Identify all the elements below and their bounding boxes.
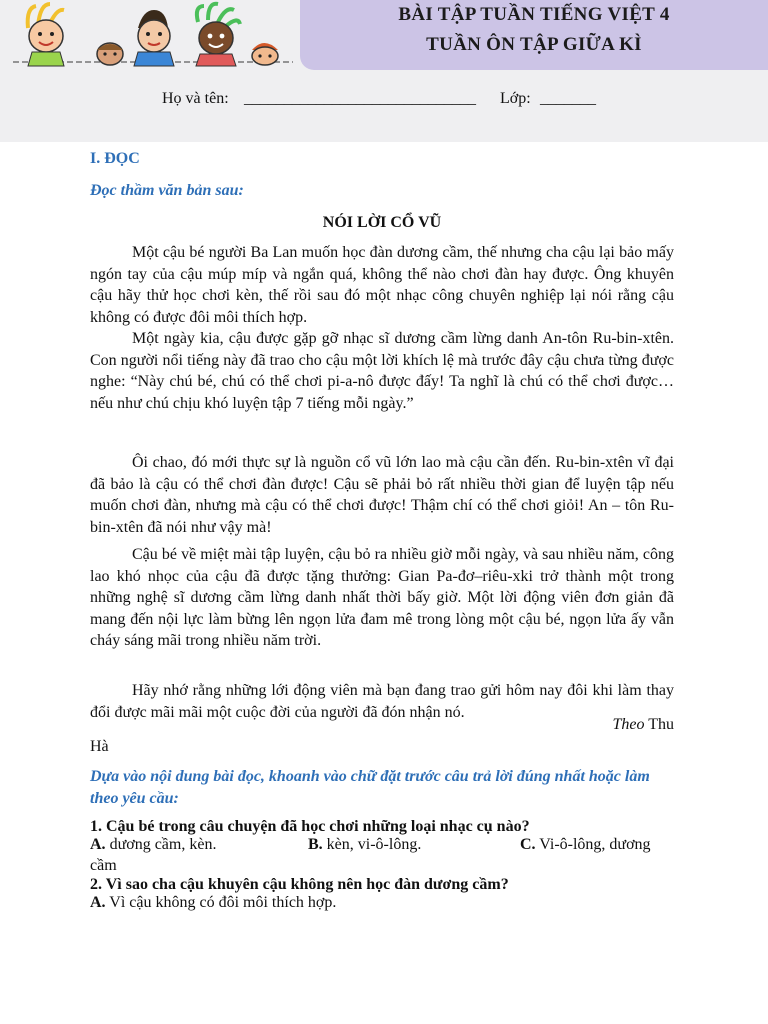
section-heading: I. ĐỌC: [90, 150, 140, 167]
option-a[interactable]: A. dương cầm, kèn.: [90, 836, 217, 853]
option-c-wrap: cầm: [90, 857, 117, 874]
story-paragraph: Hãy nhớ rằng những lới động viên mà bạn đang trao gửi hôm nay đôi khi làm thay đổi được mãi mãi một cuộc đời của người đã đón nhận nó.: [90, 682, 674, 721]
name-blank[interactable]: _____________________________: [244, 90, 476, 107]
story-title: NÓI LỜI CỔ VŨ: [322, 214, 442, 231]
class-label: Lớp:: [500, 90, 531, 107]
author-credit: [90, 714, 674, 736]
worksheet-title: BÀI TẬP TUẦN TIẾNG VIỆT 4: [398, 4, 670, 25]
header-band: [0, 0, 768, 142]
story-paragraph: Một cậu bé người Ba Lan muốn học đàn dương cầm, thế nhưng cha cậu lại bảo mấy ngón tay của cậu múp míp và ngắn quá, không thể nào chơi đàn hay được. Ông khuyên cậu hãy thử học chơi kèn, thế rồi sau đó một nhạc công chuyên nghiệp lại nói rằng cậu không có được đôi môi thích hợp.: [90, 244, 674, 326]
task-instruction: Dựa vào nội dung bài đọc, khoanh vào chữ đặt trước câu trả lời đúng nhất hoặc làm theo yêu cầu:: [90, 768, 650, 807]
question-1: 1. Cậu bé trong câu chuyện đã học chơi những loại nhạc cụ nào?: [90, 818, 530, 835]
credit-prefix: Theo: [612, 716, 645, 733]
children-illustration: [8, 0, 298, 70]
reading-instruction: Đọc thầm văn bản sau:: [90, 182, 244, 199]
class-blank[interactable]: _______: [540, 90, 596, 107]
story-paragraph: Ôi chao, đó mới thực sự là nguồn cổ vũ lớn lao mà cậu cần đến. Ru-bin-xtên vĩ đại đã bảo là cậu có thể chơi đàn được! Cậu sẽ phải bỏ rất nhiều thời gian để luyện tập nếu muốn chơi đàn, nhưng mà cậu có thể chơi được! Thậm chí có thể chơi giỏi! An – tôn Ru-bin-xtên đã nói như vậy mà!: [90, 454, 674, 536]
worksheet-subtitle: TUẦN ÔN TẬP GIỮA KÌ: [426, 34, 642, 55]
worksheet-title-box: [300, 0, 768, 70]
option-b[interactable]: B. kèn, vi-ô-lông.: [308, 836, 422, 853]
question-2: 2. Vì sao cha cậu khuyên cậu không nên học đàn dương cầm?: [90, 876, 509, 893]
story-paragraph: Cậu bé về miệt mài tập luyện, cậu bỏ ra nhiều giờ mỗi ngày, và sau nhiều năm, công lao khó nhọc của cậu đã được tặng thưởng: Gian Pa-đơ–riêu-xki trở thành một trong những nghệ sĩ dương cầm lừng danh nhất thời bấy giờ. Một lời động viên đơn giản đã mang đến nội lực làm bừng lên ngọn lửa đam mê trong lòng một cậu bé, ngọn lửa ấy vẫn cháy sáng mãi trong nhiều năm trời.: [90, 546, 674, 650]
option-c[interactable]: C. Vi-ô-lông, dương: [520, 836, 651, 853]
credit-name-continued: Hà: [90, 738, 109, 755]
option-a[interactable]: A. Vì cậu không có đôi môi thích hợp.: [90, 894, 337, 911]
story-paragraph: Một ngày kia, cậu được gặp gỡ nhạc sĩ dương cầm lừng danh An-tôn Ru-bin-xtên. Con người nổi tiếng này đã trao cho cậu một lời khích lệ mà trước đây cậu chưa từng được nghe: “Này chú bé, chú có thể chơi pi-a-nô được đấy! Ta nghĩ là chú có thể chơi được…nếu như chú chịu khó luyện tập 7 tiếng mỗi ngày.”: [90, 330, 674, 412]
name-label: Họ và tên:: [162, 90, 229, 107]
credit-name: Thu: [648, 716, 674, 733]
